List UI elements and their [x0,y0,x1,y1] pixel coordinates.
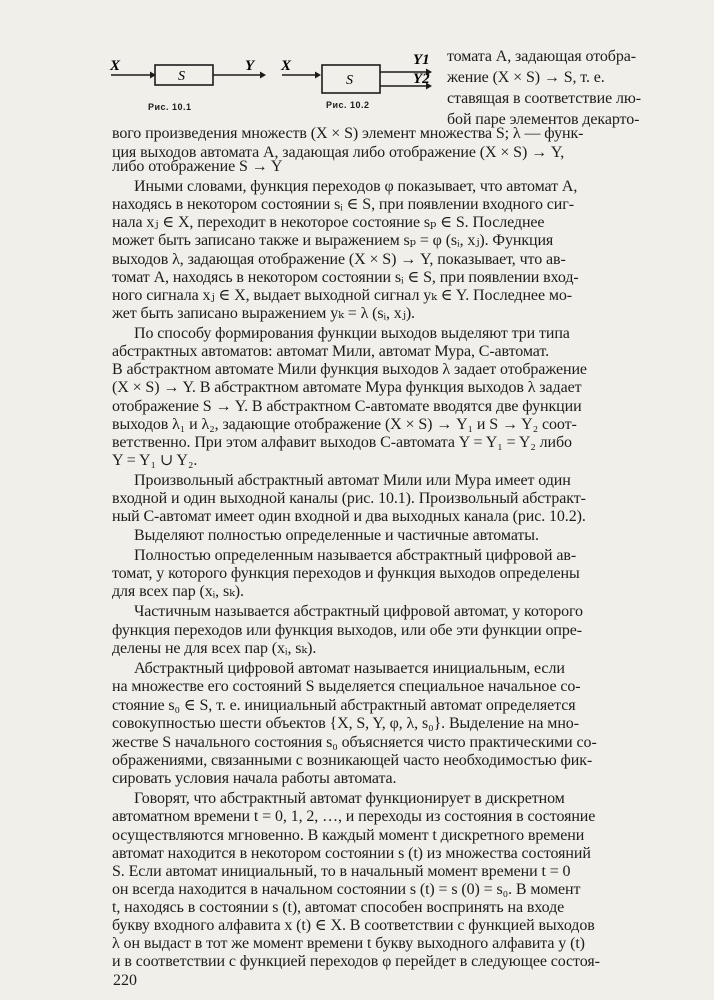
text-line: томат A, находясь в некотором состоянии sᵢ ∈ S, при появлении вход- [112,269,579,286]
text-line: Иными словами, функция переходов φ показывает, что автомат A, [134,178,578,195]
text-line: томата A, задающая отобра- [447,48,636,65]
text-line: делены не для всех пар (xᵢ, sₖ). [112,640,317,657]
fig1-output-arrowhead [260,72,266,79]
text-line: осуществляются мгновенно. В каждый момент t дискретного времени [112,827,585,844]
text-line: Частичным называется абстрактный цифровой автомат, у которого [134,603,583,620]
text-line: он всегда находится в начальном состоянии s (t) = s (0) = s₀. В момент [112,881,581,898]
text-line: автомат находится в некотором состоянии s (t) из множества состояний [112,845,591,862]
text-line: (X × S) → Y. В абстрактном автомате Мура функция выходов λ задает [112,379,582,396]
fig1-box-label: S [178,69,185,84]
text-line: S. Если автомат инициальный, то в начальный момент времени t = 0 [112,863,571,880]
text-line: стояние s₀ ∈ S, т. е. инициальный абстрактный автомат определяется [112,697,576,714]
text-line: сировать условия начала работы автомата. [112,770,397,787]
text-line: для всех пар (xᵢ, sₖ). [112,583,244,600]
text-line: вого произведения множеств (X × S) элемент множества S; λ — функ- [112,125,584,142]
text-line: ображениями, связанными с возникающей часто необходимостью фик- [112,752,593,769]
text-line: В абстрактном автомате Мили функция выходов λ задает отображение [112,361,587,378]
page-number: 220 [113,972,137,989]
text-line: По способу формирования функции выходов выделяют три типа [134,325,570,342]
text-line: отображение S → Y. В абстрактном С-автомате вводятся две функции [112,398,582,415]
text-line: бой паре элементов декарто- [447,111,640,128]
text-line: выходов λ₁ и λ₂, задающие отображение (X × S) → Y₁ и S → Y₂ соот- [112,416,577,433]
text-line: Произвольный абстрактный автомат Мили или Мура имеет один [134,472,571,489]
fig2-caption: Рис. 10.2 [326,100,370,110]
text-line: ного сигнала xⱼ ∈ X, выдает выходной сигнал yₖ ∈ Y. Последнее мо- [112,287,572,304]
text-line: Выделяют полностью определенные и частичные автоматы. [134,527,539,544]
text-line: Абстрактный цифровой автомат называется инициальным, если [134,660,565,677]
text-line: может быть записано также и выражением sₚ = φ (sᵢ, xⱼ). Функция [112,232,554,249]
text-line: ный С-автомат имеет один входной и два выходных канала (рис. 10.2). [112,508,586,525]
fig2-input-arrowhead [315,72,321,79]
fig2-box-label: S [346,73,353,88]
text-line: совокупностью шести объектов {X, S, Y, φ, λ, s₀}. Выделение на мно- [112,715,579,732]
text-line: t, находясь в состоянии s (t), автомат способен воспринять на входе [112,899,565,916]
text-line: абстрактных автоматов: автомат Мили, автомат Мура, С-автомат. [112,343,549,360]
text-line: ставящая в соответствие лю- [447,90,641,107]
text-line: на множестве его состояний S выделяется специальное начальное со- [112,678,581,695]
text-line: Полностью определенным называется абстрактный цифровой ав- [134,547,577,564]
text-line: Говорят, что абстрактный автомат функционирует в дискретном [134,790,565,807]
text-line: находясь в некотором состоянии sᵢ ∈ S, при появлении входного сиг- [112,196,574,213]
figures-area [108,52,438,114]
text-line: функция переходов или функция выходов, или обе эти функции опре- [112,622,582,639]
text-line: ция выходов автомата A, задающая либо отображение (X × S) → Y, [112,144,565,161]
text-line: Y = Y₁ ∪ Y₂. [112,452,198,469]
fig2-output2-label: Y2 [413,71,430,87]
text-line: выходов λ, задающая отображение (X × S) → Y, показывает, что ав- [112,251,566,268]
fig2-output1-label: Y1 [413,52,430,68]
text-line: и в соответствии с функцией переходов φ перейдет в следующее состоя- [112,953,600,970]
text-line: томат, у которого функция переходов и функция выходов определены [112,565,580,582]
text-line: входной и один выходной каналы (рис. 10.1). Произвольный абстракт- [112,490,586,507]
figure-10-1 [109,58,266,85]
text-line: жет быть записано выражением yₖ = λ (sᵢ, xⱼ). [112,305,415,322]
figure-10-2 [280,52,432,93]
text-line: ветственно. При этом алфавит выходов С-автомата Y = Y₁ = Y₂ либо [112,434,572,451]
text-line: нала xⱼ ∈ X, переходит в некоторое состояние sₚ ∈ S. Последнее [112,214,545,231]
text-line: жестве S начального состояния s₀ объясняется чисто практическими со- [112,734,597,751]
text-line: либо отображение S → Y [112,158,283,175]
text-line: λ он выдаст в тот же момент времени t букву выходного алфавита y (t) [112,935,585,952]
text-line: автоматном времени t = 0, 1, 2, …, и переходы из состояния в состояние [112,808,596,825]
fig2-input-label: X [281,58,292,74]
text-line: букву входного алфавита x (t) ∈ X. В соответствии с функцией выходов [112,917,595,934]
fig1-caption: Рис. 10.1 [148,102,192,112]
text-line: жение (X × S) → S, т. е. [447,69,605,86]
fig1-input-label: X [110,58,121,74]
fig1-output-label: Y [245,58,255,74]
